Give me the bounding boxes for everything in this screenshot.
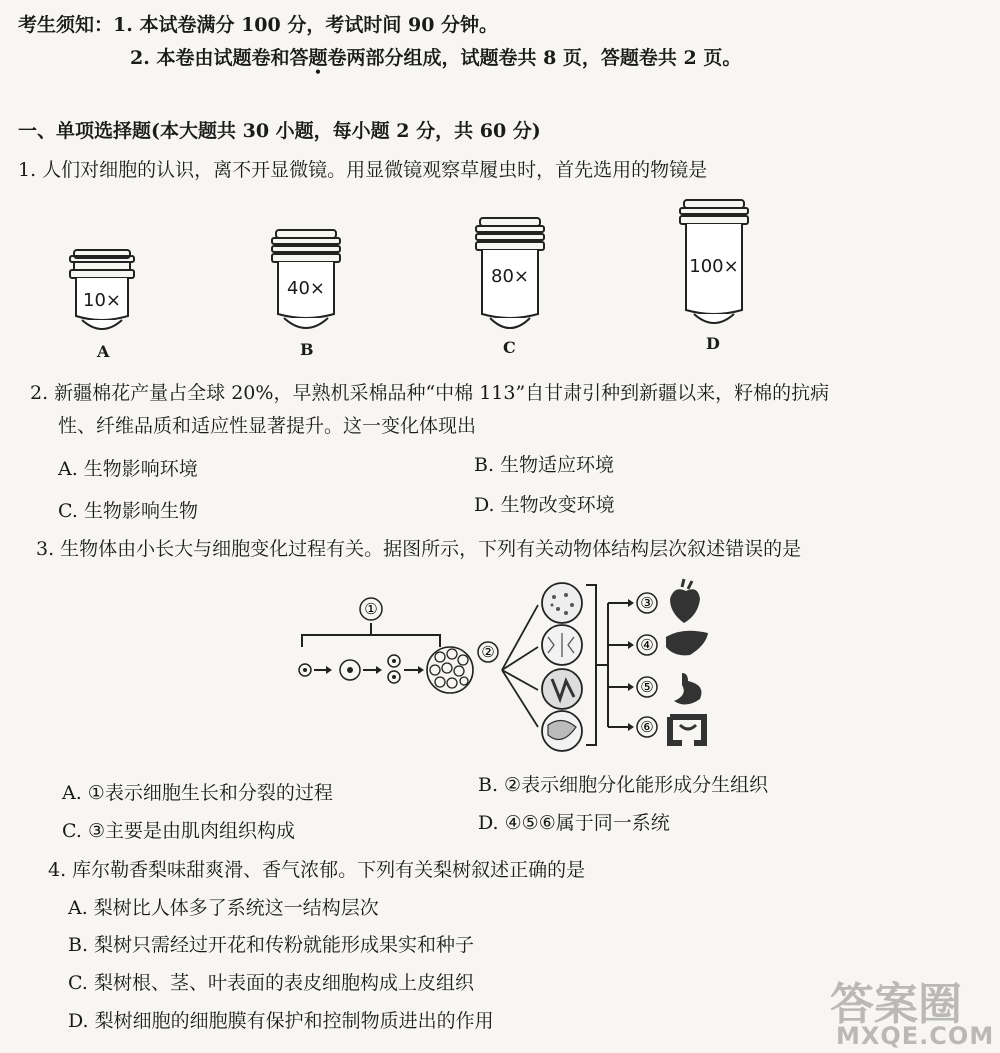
q4-option-a: A. 梨树比人体多了系统这一结构层次 (68, 897, 379, 919)
label-6: ⑥ (640, 718, 654, 736)
q2-option-a: A. 生物影响环境 (58, 458, 198, 480)
notice-item-2-emph: 答题卷 (289, 47, 347, 69)
lens-a-letter: A (97, 342, 110, 361)
watermark-logo-text: 答案圈 (830, 979, 962, 1030)
notice-label: 考生须知： (18, 14, 114, 36)
lens-b-letter: B (300, 340, 314, 359)
lens-c-magnification: 80× (491, 266, 529, 287)
lens-a (66, 248, 138, 340)
lens-b-magnification: 40× (287, 278, 325, 299)
lens-d (676, 198, 752, 332)
q3-option-a: A. ①表示细胞生长和分裂的过程 (62, 782, 333, 804)
lens-d-letter: D (706, 334, 720, 353)
notice-item-1: 1. 本试卷满分 100 分，考试时间 90 分钟。 (113, 14, 499, 36)
tissue-icon-2 (542, 625, 582, 665)
lens-b (268, 228, 344, 340)
watermark-url-text: MXQE.COM (836, 1022, 995, 1050)
q3-option-c: C. ③主要是由肌肉组织构成 (62, 820, 295, 842)
q2-option-c: C. 生物影响生物 (58, 500, 198, 522)
label-3: ③ (640, 594, 654, 612)
notice-item-2-post: 两部分组成，试题卷共 8 页，答题卷共 2 页。 (346, 47, 742, 69)
q1-stem: 1. 人们对细胞的认识，离不开显微镜。用显微镜观察草履虫时，首先选用的物镜是 (18, 159, 708, 181)
label-4: ④ (640, 636, 654, 654)
lens-c-letter: C (503, 338, 516, 357)
q3-option-b: B. ②表示细胞分化能形成分生组织 (478, 774, 769, 796)
notice-line-2 (130, 45, 741, 71)
cell-development-diagram (290, 575, 720, 760)
tissue-icon-1 (542, 583, 582, 623)
cell-cluster-icon (427, 647, 473, 693)
q4-option-b: B. 梨树只需经过开花和传粉就能形成果实和种子 (68, 934, 475, 956)
q4-stem: 4. 库尔勒香梨味甜爽滑、香气浓郁。下列有关梨树叙述正确的是 (48, 859, 586, 881)
stomach-icon (674, 673, 702, 705)
q4-option-c: C. 梨树根、茎、叶表面的表皮细胞构成上皮组织 (68, 972, 474, 994)
diagram-svg (290, 575, 720, 760)
q2-option-d: D. 生物改变环境 (474, 494, 615, 516)
q2-stem-line-1: 2. 新疆棉花产量占全球 20%，早熟机采棉品种“中棉 113”自甘肃引种到新疆以来，籽棉的抗病 (30, 382, 830, 404)
liver-icon (666, 631, 708, 656)
tissue-icon-4 (542, 711, 582, 751)
heart-icon (670, 579, 700, 623)
section-title: 一、单项选择题(本大题共 30 小题，每小题 2 分，共 60 分) (18, 120, 541, 142)
notice-item-2-pre: 2. 本卷由试题卷和 (130, 47, 290, 69)
label-5: ⑤ (640, 678, 654, 696)
intestine-icon (670, 717, 704, 743)
lens-a-magnification: 10× (83, 290, 121, 311)
lens-d-magnification: 100× (689, 256, 739, 277)
lens-c (472, 216, 548, 340)
q2-stem-line-2: 性、纤维品质和适应性显著提升。这一变化体现出 (58, 415, 477, 437)
notice-line-1 (18, 12, 498, 38)
label-1: ① (364, 600, 378, 618)
q4-option-d: D. 梨树细胞的细胞膜有保护和控制物质进出的作用 (68, 1010, 494, 1032)
q3-stem: 3. 生物体由小长大与细胞变化过程有关。据图所示，下列有关动物体结构层次叙述错误的是 (36, 538, 802, 560)
label-2: ② (481, 643, 495, 661)
q3-option-d: D. ④⑤⑥属于同一系统 (478, 812, 670, 834)
tissue-icon-3 (542, 669, 582, 709)
q2-option-b: B. 生物适应环境 (474, 454, 615, 476)
